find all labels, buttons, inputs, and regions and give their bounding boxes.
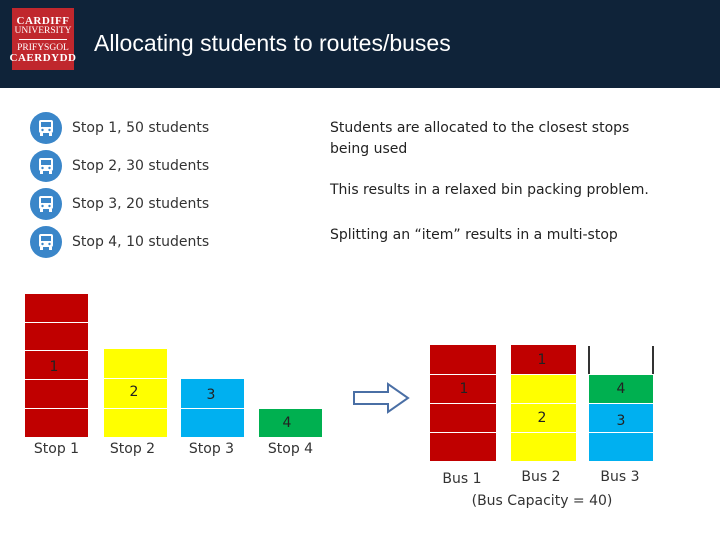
bus-icon [30, 188, 62, 220]
logo-line-3: PRIFYSGOL [17, 42, 69, 53]
note-allocation: Students are allocated to the closest stops being used [330, 120, 630, 157]
caption-stop-3: Stop 3 [188, 441, 235, 457]
bus1-block [429, 344, 497, 375]
bus1-block [429, 403, 497, 433]
bus3-number-1: 4 [616, 381, 626, 397]
stop1-block [24, 293, 89, 323]
stop4-number: 4 [282, 415, 292, 431]
stop1-block [24, 408, 89, 438]
logo-divider [19, 39, 67, 40]
slide-title: Allocating students to routes/buses [94, 30, 451, 56]
stop3-block [180, 408, 245, 438]
stop-list-label: Stop 2, 30 students [72, 158, 210, 174]
stop-list-label: Stop 1, 50 students [72, 120, 210, 136]
bus1-number: 1 [459, 381, 469, 397]
caption-stop-4: Stop 4 [267, 441, 314, 457]
stop1-block [24, 322, 89, 352]
note-bin-packing: This results in a relaxed bin packing problem. [330, 182, 649, 198]
stop-list-label: Stop 3, 20 students [72, 196, 210, 212]
bus1-block [429, 432, 497, 462]
university-logo [9, 8, 77, 70]
bus-icon [30, 226, 62, 258]
stop-list-item-3 [30, 187, 209, 221]
logo-line-2: UNIVERSITY [14, 25, 72, 36]
caption-stop-2: Stop 2 [109, 441, 156, 457]
bus3-blue-block [588, 432, 654, 462]
caption-stop-1: Stop 1 [33, 441, 80, 457]
logo-line-1: CARDIFF [16, 14, 70, 27]
bus2-number-2: 2 [537, 410, 547, 426]
stop2-number: 2 [129, 384, 139, 400]
stop3-number: 3 [206, 387, 216, 403]
stop-list-item-4 [30, 225, 209, 259]
bus2-number-1: 1 [537, 352, 547, 368]
bus3-left-edge [588, 346, 590, 376]
bus-capacity-note: (Bus Capacity = 40) [471, 493, 613, 509]
note-multi-stop: Splitting an “item” results in a multi-stop [330, 227, 618, 243]
caption-bus-1: Bus 1 [442, 471, 482, 487]
stop-list-label: Stop 4, 10 students [72, 234, 210, 250]
caption-bus-3: Bus 3 [600, 469, 640, 485]
stop2-block [103, 408, 168, 438]
stop-list-item-1 [30, 111, 209, 145]
bus3-number-2: 3 [616, 413, 626, 429]
logo-line-4: CAERDYDD [9, 51, 77, 64]
bus-icon [30, 150, 62, 182]
bus2-yellow-block [510, 374, 577, 404]
bus-icon [30, 112, 62, 144]
stop-list-item-2 [30, 149, 209, 183]
stop1-block [24, 379, 89, 409]
bus2-yellow-block [510, 432, 577, 462]
stop2-block [103, 348, 168, 379]
stop1-number: 1 [49, 359, 59, 375]
caption-bus-2: Bus 2 [521, 469, 561, 485]
bus3-right-edge [652, 346, 654, 376]
header-bar [0, 0, 720, 88]
right-arrow-icon [352, 382, 412, 414]
